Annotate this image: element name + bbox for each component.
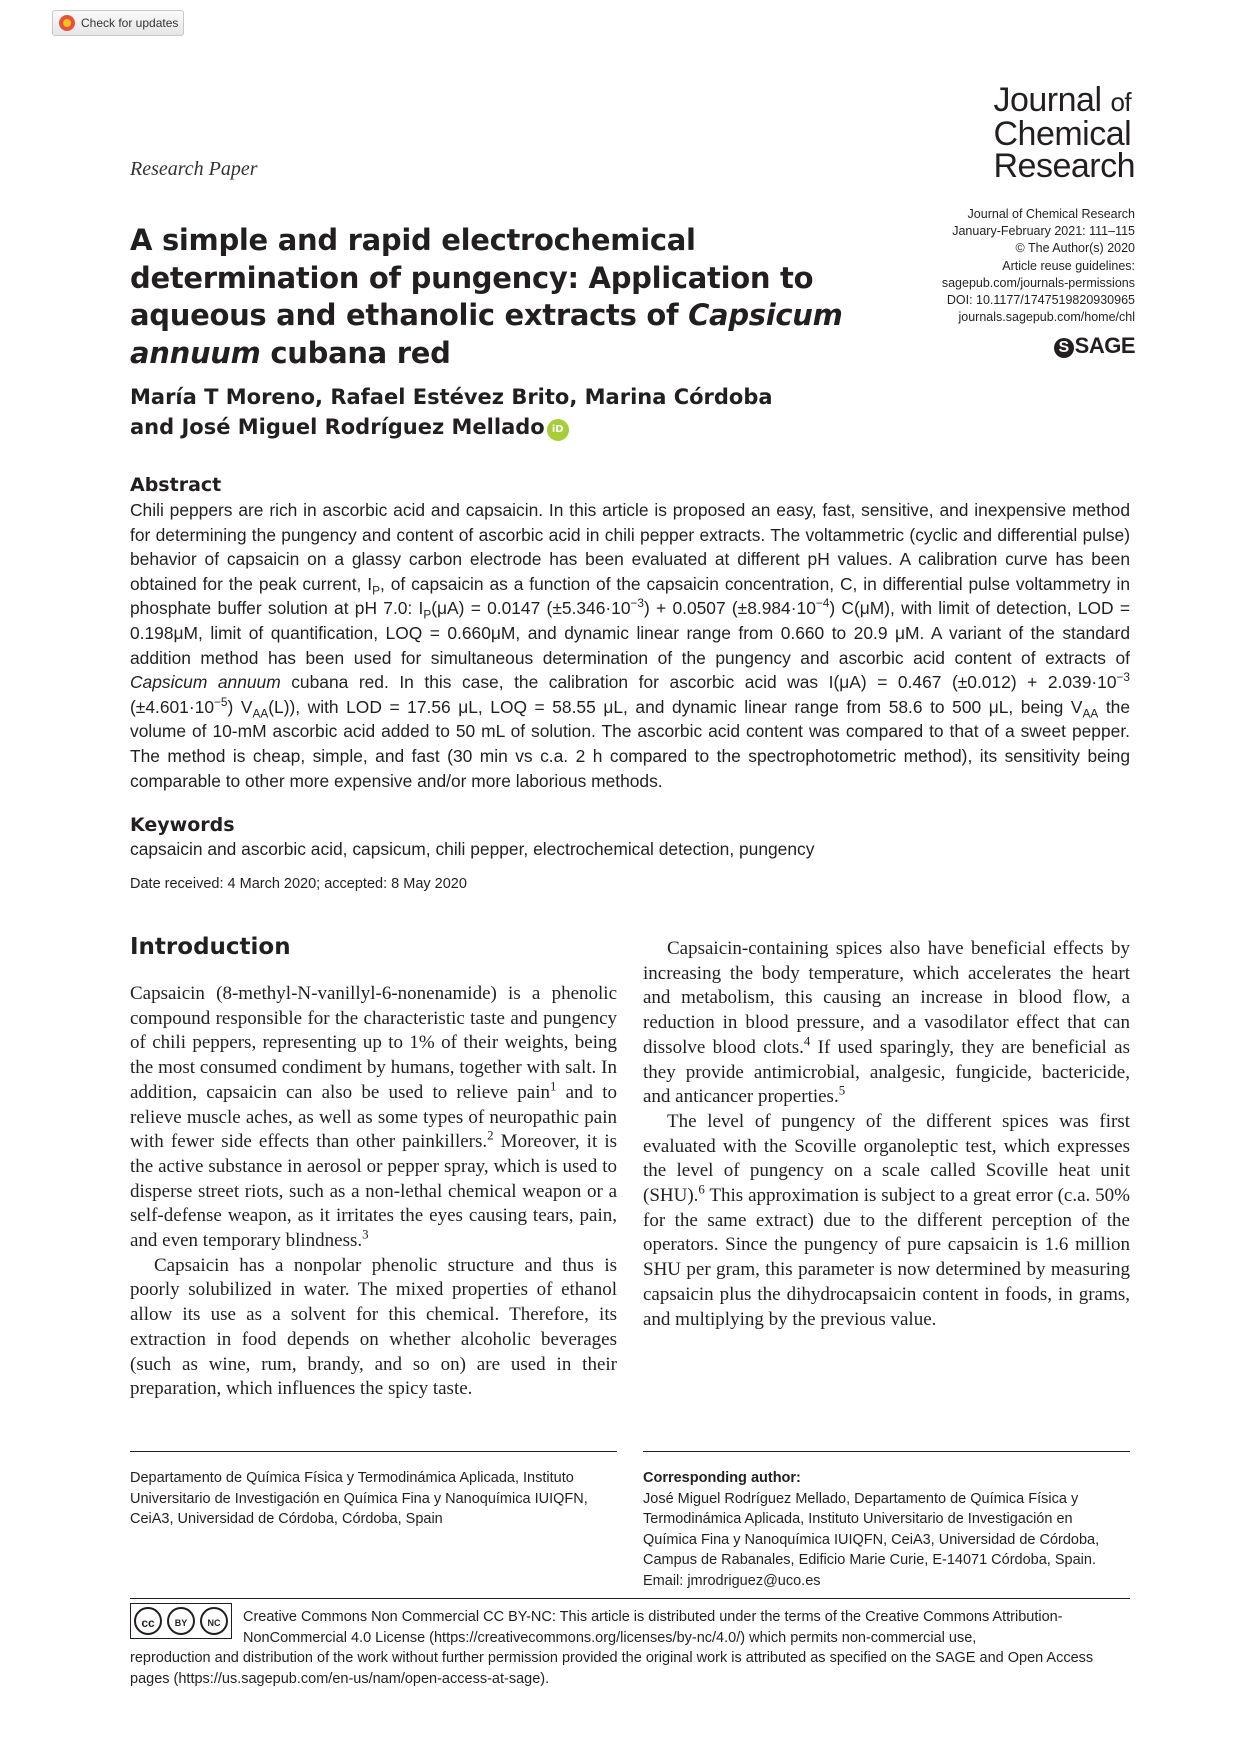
- paragraph-segment: Capsaicin (8-methyl-N-vanillyl-6-nonenamide) is a phenolic compound responsible for the characteristic taste and pungency of chili peppers, representing up to 1% of their weights, being the most consumed condiment by humans, together with salt. In addition, capsaicin can also be used to relieve pain: [130, 983, 617, 1103]
- body-column-right: [643, 937, 1130, 1332]
- keywords-heading: Keywords: [130, 814, 235, 836]
- abstract-segment: ) V: [227, 696, 253, 717]
- check-for-updates-button[interactable]: [52, 10, 184, 36]
- license-text-continued: reproduction and distribution of the work without further permission provided the original work is attributed as specified on the SAGE and Open Access pages (https://us.sagepub.com/en-us/nam/open-access-at-sage).: [130, 1650, 1094, 1687]
- nc-icon: NC: [200, 1607, 228, 1635]
- abstract-segment: cubana red. In this case, the calibration for ascorbic acid was I(μA) = 0.467 (±0.012) + 2.039·10: [280, 672, 1117, 693]
- license-divider: [130, 1598, 1130, 1599]
- footnote-divider-left: [130, 1451, 617, 1452]
- license-text: Creative Commons Non Commercial CC BY-NC: This article is distributed under the terms of the Creative Commons Attribution-NonCommercial 4.0 License (https://creativecommons.org/licenses/by-nc/4.0/) which permits non-commercial use,: [243, 1609, 1063, 1646]
- authors-line1: María T Moreno, Rafael Estévez Brito, Marina Córdoba: [130, 385, 773, 409]
- abstract-segment: (μA) = 0.0147 (±5.346·10: [431, 598, 631, 619]
- permissions-link[interactable]: sagepub.com/journals-permissions: [941, 275, 1135, 290]
- title-text-end: cubana red: [260, 335, 451, 370]
- citation-ref[interactable]: 2: [487, 1127, 494, 1143]
- journal-logo-of: of: [1110, 87, 1132, 117]
- abstract-subscript: P: [372, 583, 380, 598]
- abstract-heading: Abstract: [130, 474, 222, 496]
- journal-info-line: January-February 2021: 111–115: [952, 224, 1135, 239]
- paragraph-segment: If used sparingly, they are beneficial as they provide antimicrobial, analgesic, fungicide, bactericide, and anticancer properties.: [643, 1036, 1130, 1108]
- affiliation: Departamento de Química Física y Termodinámica Aplicada, Instituto Universitario de Investigación en Química Fina y Nanoquímica IUIQFN, CeiA3, Universidad de Córdoba, Córdoba, Spain: [130, 1470, 588, 1527]
- citation-ref[interactable]: 3: [362, 1226, 369, 1242]
- abstract-segment: Chili peppers are rich in ascorbic acid and capsaicin. In this article is proposed an easy, fast, sensitive, and inexpensive method for determining the pungency and content of ascorbic acid in chili pepper extracts. The voltammetric (cyclic and differential pulse) behavior of capsaicin on a glassy carbon electrode has been evaluated at different pH values. A calibration curve has been obtained for the peak current, I: [130, 500, 1130, 594]
- author-list: [130, 382, 890, 442]
- journal-info-line: Article reuse guidelines:: [1002, 258, 1135, 273]
- paragraph-segment: and to relieve muscle aches, as well as some types of neuropathic pain with fewer side effects than other painkillers.: [130, 1081, 617, 1153]
- check-for-updates-label: Check for updates: [81, 16, 179, 30]
- journal-logo: [993, 81, 1135, 185]
- corresponding-heading: Corresponding author:: [643, 1470, 801, 1486]
- abstract-subscript: AA: [1082, 706, 1099, 721]
- intro-paragraph: Capsaicin has a nonpolar phenolic structure and thus is poorly solubilized in water. The mixed properties of ethanol allow its use as a solvent for this chemical. Therefore, its extraction in food depends on whether alcoholic beverages (such as wine, rum, brandy, and so on) are used in their preparation, which influences the spicy taste.: [130, 1254, 617, 1400]
- journal-info-line: Journal of Chemical Research: [967, 207, 1135, 221]
- sage-icon: S: [1054, 338, 1074, 358]
- footnote-divider-right: [643, 1451, 1130, 1452]
- article-title: [130, 222, 930, 372]
- date-received: Date received: 4 March 2020; accepted: 8 May 2020: [130, 876, 467, 892]
- abstract-subscript: AA: [252, 706, 269, 721]
- abstract-subscript: P: [423, 607, 432, 622]
- abstract-segment: (L)), with LOD = 17.56 μL, LOQ = 58.55 μL, and dynamic linear range from 58.6 to 500 μL, being V: [268, 696, 1083, 717]
- abstract-segment: ) C(μM), with limit of detection, LOD = 0.198μM, limit of quantification, LOQ = 0.660μM, and dynamic linear range from 0.660 to 20.9 μM. A variant of the standard addition method has been used for simultaneous determination of the pungency and ascorbic acid content of extracts of: [130, 598, 1131, 668]
- paragraph-segment: The level of pungency of the different spices was first evaluated with the Scoville organoleptic test, which expresses the level of pungency on a scale called Scoville heat unit (SHU).: [643, 1110, 1130, 1207]
- publisher-logo: [1054, 333, 1135, 359]
- cc-license-badge[interactable]: [130, 1603, 232, 1639]
- abstract-superscript: −5: [214, 694, 228, 709]
- corresponding-author: [643, 1468, 1130, 1591]
- intro-paragraph: [643, 1110, 1130, 1332]
- abstract-superscript: −3: [630, 596, 645, 611]
- corresponding-text: José Miguel Rodríguez Mellado, Departamento de Química Física y Termodinámica Aplicada, Instituto Universitario de Investigación en Química Fina y Nanoquímica IUIQFN, CeiA3, Universidad de Córdoba, Campus de Rabanales, Edificio Marie Curie, E-14071 Córdoba, Spain.: [643, 1490, 1100, 1568]
- abstract-superscript: −3: [1116, 670, 1130, 685]
- cc-icon: cc: [134, 1607, 162, 1635]
- journal-logo-line1: Journal: [993, 81, 1102, 119]
- authors-line2: and José Miguel Rodríguez Mellado: [130, 415, 545, 439]
- orcid-icon[interactable]: iD: [547, 419, 569, 441]
- title-italic: Capsicum annuum: [130, 298, 843, 370]
- citation-ref[interactable]: 1: [549, 1078, 557, 1094]
- journal-home-link[interactable]: journals.sagepub.com/home/chl: [958, 310, 1135, 325]
- paragraph-segment: Capsaicin-containing spices also have beneficial effects by increasing the body temperature, which accelerates the heart and metabolism, this causing an increase in blood flow, a reduction in blood pressure, and a vasodilator effect that can dissolve blood clots.: [643, 938, 1130, 1058]
- journal-info-line: © The Author(s) 2020: [1015, 241, 1135, 256]
- publisher-name: SAGE: [1074, 333, 1135, 358]
- crossmark-icon: [59, 15, 75, 31]
- citation-ref[interactable]: 5: [838, 1082, 846, 1098]
- journal-info: [942, 206, 1135, 326]
- body-column-left: [130, 982, 617, 1402]
- abstract-text: [130, 498, 1130, 793]
- abstract-italic: Capsicum annuum: [130, 672, 281, 693]
- abstract-segment: (±4.601·10: [130, 696, 214, 717]
- paragraph-segment: This approximation is subject to a great error (c.a. 50% for the same extract) due to the different perception of the operators. Since the pungency of pure capsaicin is 1.6 million SHU per gram, this parameter is now determined by measuring capsaicin plus the dihydrocapsaicin content in foods, in grams, and multiplying by the previous value.: [643, 1185, 1130, 1330]
- citation-ref[interactable]: 4: [803, 1033, 811, 1049]
- abstract-segment: , of capsaicin as a function of the capsaicin concentration, C, in differential pulse voltammetry in phosphate buffer solution at pH 7.0: I: [130, 573, 1131, 619]
- corresponding-email[interactable]: Email: jmrodriguez@uco.es: [643, 1572, 821, 1589]
- article-type: Research Paper: [130, 158, 258, 180]
- journal-logo-line2: Chemical: [993, 115, 1132, 153]
- intro-paragraph: [643, 937, 1130, 1110]
- abstract-superscript: −4: [815, 596, 830, 611]
- doi-link[interactable]: DOI: 10.1177/1747519820930965: [946, 293, 1135, 308]
- by-icon: BY: [167, 1607, 195, 1635]
- journal-logo-line3: Research: [993, 147, 1135, 185]
- citation-ref[interactable]: 6: [698, 1181, 705, 1197]
- title-text: A simple and rapid electrochemical determination of pungency: Application to aqueous and ethanolic extracts of: [130, 223, 814, 332]
- keywords-text: capsaicin and ascorbic acid, capsicum, chili pepper, electrochemical detection, pungency: [130, 839, 815, 859]
- abstract-segment: ) + 0.0507 (±8.984·10: [644, 598, 816, 619]
- intro-paragraph: [130, 982, 617, 1254]
- paragraph-segment: Moreover, it is the active substance in aerosol or pepper spray, which is used to disperse street riots, such as a non-lethal chemical weapon or a self-defense weapon, as it irritates the eyes causing tears, pain, and even temporary blindness.: [130, 1131, 617, 1252]
- introduction-heading: Introduction: [130, 934, 291, 960]
- abstract-segment: the volume of 10-mM ascorbic acid added to 50 mL of solution. The ascorbic acid content was compared to that of a sweet pepper. The method is cheap, simple, and fast (30 min vs c.a. 2 h compared to the spectrophotometric method), its sensitivity being comparable to other more expensive and/or more laborious methods.: [130, 696, 1130, 791]
